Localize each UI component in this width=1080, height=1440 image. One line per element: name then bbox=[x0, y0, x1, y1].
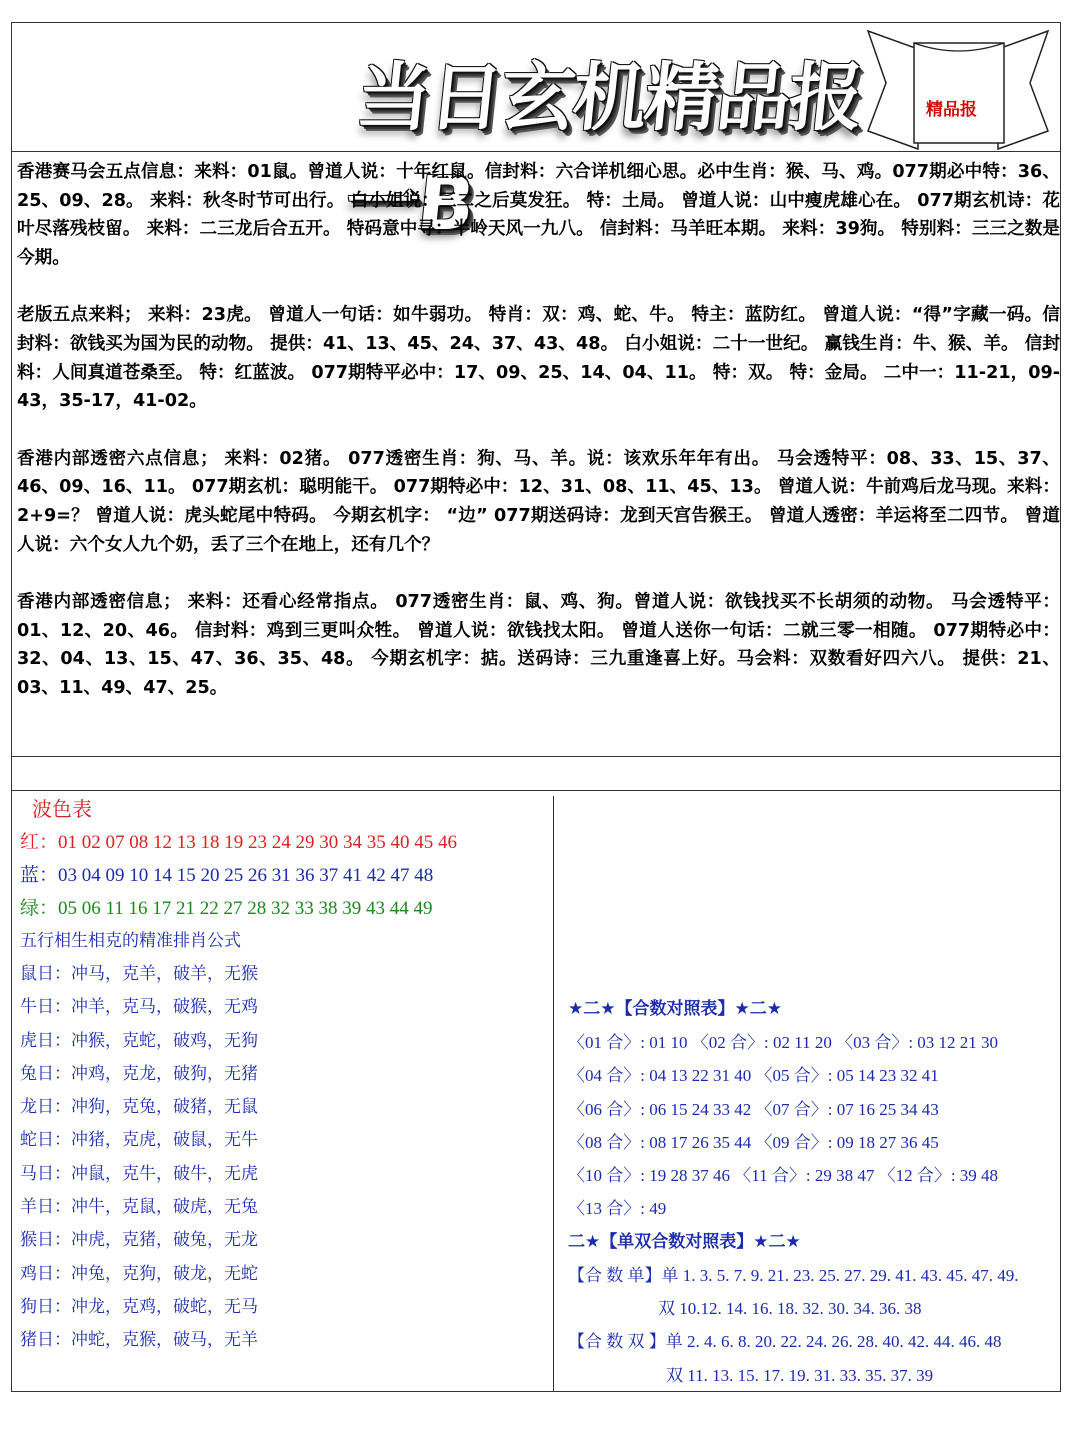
formula-row: 虎日：冲猴，克蛇，破鸡，无狗 bbox=[20, 1030, 258, 1051]
heshu-row: 〈04 合〉: 04 13 22 31 40 〈05 合〉: 05 14 23 32 41 bbox=[568, 1066, 939, 1086]
column-divider bbox=[553, 796, 554, 1391]
danshuang-title: 二★【单双合数对照表】★二★ bbox=[568, 1231, 801, 1252]
formula-row: 猴日：冲虎，克猪，破兔，无龙 bbox=[20, 1230, 258, 1251]
info-paragraph-1: 香港赛马会五点信息：来料：01鼠。曾道人说：十年红鼠。信封料：六合详机细心思。必中生肖：猴、马、鸡。077期必中特：36、25、09、28。 来料：秋冬时节可出行。 白小姐说：三二之后莫发狂。 特：土局。 曾道人说：山中瘦虎雄心在。 077期玄机诗：花叶尽落残枝留。 来料：二三龙后合五开。 特码意中寻：半岭天风一九八。 信封料：马羊旺本期。 来料：39狗。 特别料：三三之数是今期。 bbox=[17, 162, 1060, 268]
he-shuang-row: 【合 数 双 】单 2. 4. 6. 8. 20. 22. 24. 26. 28. 40. 42. 44. 46. 48 bbox=[568, 1332, 1002, 1352]
heshu-row: 〈06 合〉: 06 15 24 33 42 〈07 合〉: 07 16 25 34 43 bbox=[568, 1099, 939, 1119]
heshu-row: 〈08 合〉: 08 17 26 35 44 〈09 合〉: 09 18 27 36 45 bbox=[568, 1132, 939, 1152]
divider bbox=[12, 756, 1061, 757]
wave-table-title: 波色表 bbox=[32, 799, 92, 821]
formula-row: 马日：冲鼠，克牛，破牛，无虎 bbox=[20, 1163, 258, 1184]
he-shuang-row: 双 11. 13. 15. 17. 19. 31. 33. 35. 37. 39 bbox=[666, 1365, 934, 1385]
wave-color-panel bbox=[20, 794, 550, 1358]
formula-row: 蛇日：冲猪，克虎，破鼠，无牛 bbox=[20, 1130, 258, 1151]
title-area bbox=[341, 33, 882, 247]
info-paragraph-3: 香港内部透密六点信息； 来料：02猪。 077透密生肖：狗、马、羊。说：该欢乐年年有出。 马会透特平：08、33、15、37、46、09、16、11。 077期玄机：聪明能干。 077期特必中：12、31、08、11、45、13。 曾道人说：牛前鸡后龙马现。来料：2+9=？ 曾道人说：虎头蛇尾中特码。 今期玄机字： “边” 077期送码诗：龙到天宫告猴王。 曾道人透密：羊运将至二四节。 曾道人说：六个女人九个奶，丢了三个在地上，还有几个？ bbox=[17, 448, 1060, 555]
divider bbox=[12, 790, 1061, 791]
formula-row: 狗日：冲龙，克鸡，破蛇，无马 bbox=[20, 1296, 258, 1317]
number-tables-panel bbox=[568, 993, 1058, 1392]
formula-row: 兔日：冲鸡，克龙，破狗，无猪 bbox=[20, 1063, 258, 1084]
formula-row: 鼠日：冲马，克羊，破羊，无猴 bbox=[20, 964, 258, 984]
formula-row: 猪日：冲蛇，克猴，破马，无羊 bbox=[20, 1330, 258, 1351]
formula-row: 羊日：冲牛，克鼠，破虎，无兔 bbox=[20, 1197, 258, 1218]
green-numbers: 绿：05 06 11 16 17 21 22 27 28 32 33 38 39 43 44 49 bbox=[20, 898, 433, 919]
heshu-row: 〈01 合〉: 01 10 〈02 合〉: 02 11 20 〈03 合〉: 03 12 21 30 bbox=[568, 1033, 999, 1052]
red-numbers: 红：01 02 07 08 12 13 18 19 23 24 29 30 34 35 40 45 46 bbox=[20, 832, 458, 853]
formula-row: 鸡日：冲兔，克狗，破龙，无蛇 bbox=[20, 1263, 258, 1284]
heshu-title: ★二★【合数对照表】★二★ bbox=[568, 999, 782, 1019]
info-text-section bbox=[14, 158, 1060, 732]
formula-title: 五行相生相克的精准排肖公式 bbox=[20, 931, 241, 951]
banner-scroll-icon bbox=[858, 23, 1058, 151]
formula-row: 牛日：冲羊，克马，破猴，无鸡 bbox=[20, 997, 258, 1018]
blue-numbers: 蓝：03 04 09 10 14 15 20 25 26 31 36 37 41 42 47 48 bbox=[20, 865, 434, 886]
heshu-row: 〈10 合〉: 19 28 37 46 〈11 合〉: 29 38 47 〈12 合〉: 39 48 bbox=[568, 1166, 999, 1186]
heshu-row: 〈13 合〉: 49 bbox=[568, 1199, 667, 1219]
info-paragraph-4: 香港内部透密信息； 来料：还看心经常指点。 077透密生肖：鼠、鸡、狗。曾道人说：欲钱找买不长胡须的动物。 马会透特平：01、12、20、46。 信封料：鸡到三更叫众牲。 曾道人说：欲钱找太阳。 曾道人送你一句话：二就三零一相随。 077期特必中：32、04、13、15、47、36、35、48。 今期玄机字：掂。送码诗：三九重逢喜上好。马会料：双数看好四六八。 提供：21、03、11、49、47、25。 bbox=[17, 592, 1060, 698]
page-title: 当日玄机精品报一B bbox=[341, 55, 866, 247]
he-dan-row: 【合 数 单】单 1. 3. 5. 7. 9. 21. 23. 25. 27. 29. 41. 43. 45. 47. 49. bbox=[568, 1265, 1019, 1285]
banner-label: 精品报 bbox=[926, 100, 977, 120]
he-dan-row: 双 10.12. 14. 16. 18. 32. 30. 34. 36. 38 bbox=[658, 1299, 922, 1319]
info-paragraph-2: 老版五点来料； 来料：23虎。 曾道人一句话：如牛弱功。 特肖：双：鸡、蛇、牛。 特主：蓝防红。 曾道人说：“得”字藏一码。信封料：欲钱买为国为民的动物。 提供：41、13、45、24、37、43、48。 白小姐说：二十一世纪。 赢钱生肖：牛、猴、羊。 信封料：人间真道苍桑至。 特：红蓝波。 077期特平必中：17、09、25、14、04、11。 特：双。 特：金局。 二中一：11-21，09-43，35-17，41-02。 bbox=[17, 305, 1060, 412]
formula-row: 龙日：冲狗，克兔，破猪，无鼠 bbox=[20, 1097, 258, 1118]
